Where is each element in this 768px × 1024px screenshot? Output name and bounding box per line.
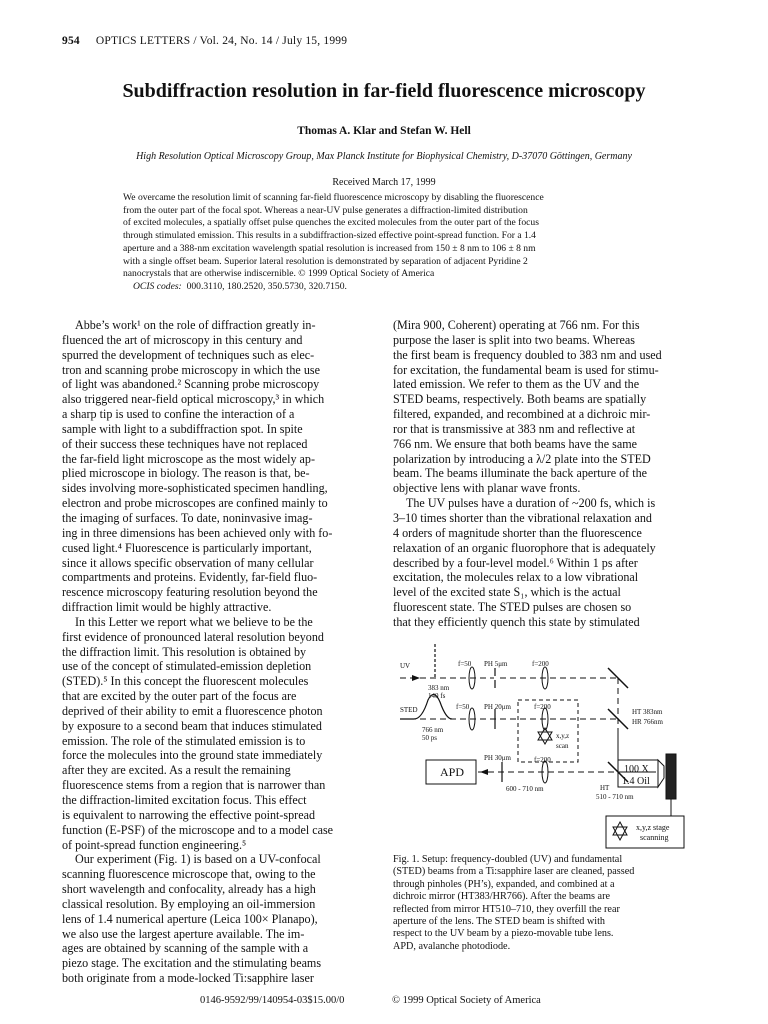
- caption-line: dichroic mirror (HT383/HR766). After the beams are: [393, 891, 610, 903]
- body-line: lated emission. We refer to them as the UV and the: [393, 377, 640, 392]
- label-ph20: PH 20μm: [484, 703, 511, 711]
- label-ht-range: 510 - 710 nm: [596, 793, 634, 801]
- setup-diagram: [392, 636, 704, 851]
- body-line: diffraction limit would be highly attractive.: [62, 600, 272, 615]
- body-line: described by a four-level model.⁶ Within 1 ps after: [393, 555, 638, 570]
- body-line: beam. The beams illuminate the back aperture of the: [393, 466, 647, 481]
- body-line: fluorescent state. The STED pulses are chosen so: [393, 600, 632, 615]
- body-line: electron and probe microscopes are confined mainly to: [62, 496, 328, 511]
- body-line: tron and scanning probe microscopy in which the use: [62, 362, 320, 377]
- uv-arrow: [412, 675, 420, 681]
- body-line: the diffraction limit. This resolution is obtained by: [62, 644, 307, 659]
- caption-line: through pinholes (PH’s), expanded, and combined at a: [393, 878, 615, 890]
- body-line: lens of 1.4 numerical aperture (Leica 100× Planapo),: [62, 911, 318, 926]
- body-line: sides involving more-sophisticated specimen handling,: [62, 481, 328, 496]
- footer-code: 0146-9592/99/140954-03$15.00/0: [200, 995, 345, 1006]
- body-line: ing in three dimensions has been achieved only with fo-: [62, 525, 333, 540]
- body-line: the imaging of surfaces. To date, noninvasive imag-: [62, 510, 313, 525]
- body-line: is equivalent to narrowing the effective point-spread: [62, 807, 315, 822]
- label-ph30: PH 30μm: [484, 754, 511, 762]
- affiliation: High Resolution Optical Microscopy Group, Max Planck Institute for Biophysical Chemistry, D-37070 Göttingen, Germany: [136, 151, 632, 162]
- body-line: spurred the development of techniques such as elec-: [62, 347, 315, 362]
- label-objective-mag: 100 X: [624, 764, 649, 775]
- received-date: Received March 17, 1999: [332, 177, 436, 188]
- body-line: filtered, expanded, and recombined at a dichroic mir-: [393, 407, 651, 422]
- caption-line: reflected from mirror HT510–710, they overfill the rear: [393, 903, 620, 915]
- footer-copyright: © 1999 Optical Society of America: [392, 995, 541, 1006]
- stage-box: [606, 816, 684, 848]
- body-line: excitation, the molecules relax to a low vibrational: [393, 570, 639, 585]
- label-sted: STED: [400, 706, 418, 714]
- left-column: [62, 318, 372, 986]
- figure-caption: [393, 854, 705, 953]
- body-line: both originate from a mode-locked Ti:sapphire laser: [62, 971, 314, 986]
- journal-citation: OPTICS LETTERS / Vol. 24, No. 14 / July 15, 1999: [95, 35, 348, 47]
- label-filter: 600 - 710 nm: [506, 785, 544, 793]
- body-line: since it allows specific observation of many cellular: [62, 555, 314, 570]
- label-apd: APD: [440, 765, 465, 779]
- abstract-line: We overcame the resolution limit of scanning far-field fluorescence microscopy by disabling the fluorescence: [123, 192, 544, 203]
- setup-figure: [392, 636, 704, 851]
- body-line: cused light.⁴ Fluorescence is particularly important,: [62, 540, 312, 555]
- right-column: [393, 318, 704, 630]
- body-line: (Mira 900, Coherent) operating at 766 nm. For this: [393, 318, 640, 332]
- body-line: deprived of their ability to emit a fluorescence photon: [62, 703, 323, 718]
- body-line: first evidence of pronounced lateral resolution beyond: [62, 629, 324, 644]
- abstract: [123, 192, 647, 294]
- label-ph5: PH 5μm: [484, 660, 508, 668]
- label-sted-wavelength: 766 nm: [422, 726, 444, 734]
- label-stage-1: x,y,z stage: [636, 823, 670, 832]
- ocis-line: [123, 281, 647, 294]
- abstract-line: of excited molecules, a spatially offset pulse quenches the excited molecules from the outer part of the focus: [123, 217, 539, 229]
- objective-tip: [658, 760, 664, 787]
- ocis-label: OCIS codes:: [133, 280, 182, 292]
- label-uv: UV: [400, 662, 411, 670]
- body-line: 3–10 times shorter than the vibrational relaxation and: [393, 510, 652, 525]
- body-line: rescence microscopy featuring resolution beyond the: [62, 585, 318, 600]
- body-line: the diffraction-limited excitation focus. This effect: [62, 793, 307, 807]
- abstract-line: from the outer part of the focal spot. Whereas a near-UV pulse generates a diffraction-limited distribution: [123, 204, 528, 216]
- body-line: of their success these techniques have not replaced: [62, 436, 308, 451]
- label-objective-na: 1.4 Oil: [622, 776, 650, 787]
- body-line: relaxation of an organic fluorophore that is adequately: [393, 540, 656, 555]
- body-line: piezo stage. The excitation and the stimulating beams: [62, 956, 322, 971]
- stage-star-icon: [613, 822, 627, 840]
- body-line: In this Letter we report what we believe to be the: [75, 614, 313, 629]
- body-line: of point-spread function engineering.⁵: [62, 837, 247, 852]
- body-line: emission. The role of the stimulated emission is to: [62, 733, 306, 748]
- body-line: The UV pulses have a duration of ~200 fs, which is: [406, 496, 656, 511]
- detection-arrow: [480, 769, 488, 775]
- abstract-line: with a single offset beam. Superior lateral resolution is demonstrated by separation of adjacent Pyridine 2: [123, 255, 528, 267]
- label-ht383: HT 383nm: [632, 708, 663, 716]
- body-line: use of the concept of stimulated-emission depletion: [62, 659, 312, 674]
- body-line: objective lens with planar wave fronts.: [393, 481, 581, 496]
- ocis-codes: 000.3110, 180.2520, 350.5730, 320.7150.: [186, 280, 347, 292]
- label-uv-wavelength: 383 nm: [428, 684, 450, 692]
- abstract-line: nanocrystals that are otherwise indiscernible. © 1999 Optical Society of America: [123, 268, 435, 280]
- caption-line: aperture of the lens. The STED beam is shifted with: [393, 916, 605, 928]
- authors: Thomas A. Klar and Stefan W. Hell: [297, 125, 471, 137]
- sample-slide: [666, 754, 676, 799]
- body-line: plied microscope in biology. The reason is that, be-: [62, 466, 310, 481]
- body-line: for excitation, the fundamental beam is used for stimu-: [393, 362, 659, 377]
- caption-line: (STED) beams from a Ti:sapphire laser are cleaned, passed: [393, 866, 635, 878]
- label-uv-duration: 140 fs: [428, 692, 446, 700]
- paper-title: Subdiffraction resolution in far-field fluorescence microscopy: [122, 80, 646, 102]
- body-line: classical resolution. By employing an oil-immersion: [62, 896, 316, 911]
- label-f200-sted: f=200: [534, 703, 551, 711]
- body-line: force the molecules into the ground state immediately: [62, 748, 323, 763]
- label-f200-uv: f=200: [532, 660, 549, 668]
- body-line: 766 nm. We ensure that both beams have the same: [393, 436, 637, 451]
- body-line: (STED).⁵ In this concept the fluorescent molecules: [62, 674, 309, 689]
- body-line: 4 orders of magnitude shorter than the fluorescence: [393, 525, 642, 540]
- label-f50-uv: f=50: [458, 660, 472, 668]
- body-line: short wavelength and confocality, already has a high: [62, 882, 316, 897]
- caption-line: respect to the UV beam by a piezo-movable tube lens.: [393, 928, 614, 940]
- label-xyz: x,y,z: [556, 732, 570, 740]
- page-number: 954: [62, 35, 80, 47]
- body-line: fluenced the art of microscopy in this century and: [62, 332, 303, 347]
- label-f200-detect: f=200: [534, 756, 551, 764]
- body-line: the first beam is frequency doubled to 383 nm and used: [393, 347, 662, 362]
- label-f50-sted: f=50: [456, 703, 470, 711]
- label-ht: HT: [600, 784, 610, 792]
- body-line: purpose the laser is split into two beams. Whereas: [393, 332, 635, 347]
- body-line: sample with light to a subdiffraction spot. In spite: [62, 421, 303, 436]
- label-stage-2: scanning: [640, 833, 669, 842]
- body-line: the far-field light microscope as the most widely ap-: [62, 451, 315, 466]
- caption-line: APD, avalanche photodiode.: [393, 940, 511, 952]
- body-line: a sharp tip is used to confine the interaction of a: [62, 407, 295, 422]
- body-line: STED beams, respectively. Both beams are spatially: [393, 392, 647, 407]
- body-line: level of the excited state S₁, which is the actual: [393, 585, 621, 600]
- abstract-line: through stimulated emission. This results in a subdiffraction-sized effective point-spread function. For a 1.4: [123, 230, 536, 242]
- body-line: polarization by introducing a λ/2 plate into the STED: [393, 451, 651, 466]
- body-line: that they efficiently quench this state by stimulated: [393, 614, 640, 629]
- label-scan: scan: [556, 742, 569, 750]
- body-line: scanning fluorescence microscope that, owing to the: [62, 867, 316, 882]
- body-line: function (E-PSF) of the microscope and to a model case: [62, 822, 334, 837]
- body-line: that are excited by the outer part of the focus are: [62, 689, 297, 704]
- body-line: Our experiment (Fig. 1) is based on a UV-confocal: [75, 852, 321, 867]
- body-line: compartments and proteins. Evidently, far-field fluo-: [62, 570, 318, 585]
- body-line: we also use the largest aperture available. The im-: [62, 926, 305, 941]
- abstract-line: aperture and a 388-nm excitation wavelength spatial resolution is increased from 150 ± 8 nm to 106 ± 8 nm: [123, 242, 536, 254]
- label-sted-duration: 50 ps: [422, 734, 437, 742]
- running-header: [62, 35, 347, 47]
- caption-line: Fig. 1. Setup: frequency-doubled (UV) and fundamental: [393, 854, 623, 865]
- body-line: also triggered near-field optical microscopy,³ in which: [62, 392, 325, 407]
- body-line: of light was abandoned.² Scanning probe microscopy: [62, 377, 320, 392]
- body-line: Abbe’s work¹ on the role of diffraction greatly in-: [75, 318, 316, 332]
- body-line: fluorescence stems from a region that is narrower than: [62, 778, 326, 793]
- body-line: by exposure to a second beam that induces stimulated: [62, 718, 322, 733]
- body-line: ror that is transmissive at 383 nm and reflective at: [393, 421, 636, 436]
- body-line: ages are obtained by scanning of the sample with a: [62, 941, 309, 956]
- label-hr766: HR 766nm: [632, 718, 663, 726]
- body-line: after they are excited. As a result the remaining: [62, 763, 291, 778]
